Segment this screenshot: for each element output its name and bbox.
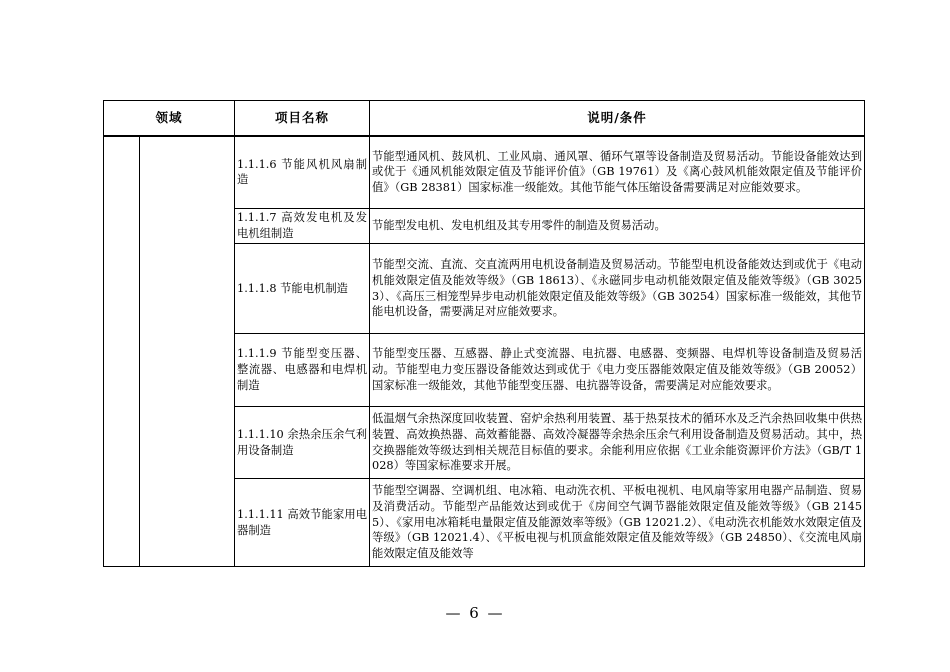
- table-body: [104, 136, 865, 567]
- description-cell: 节能型交流、直流、交直流两用电机设备制造及贸易活动。节能型电机设备能效达到或优于《电动机能效限定值及能效等级》（GB 18613）、《永磁同步电动机能效限定值及能效等级》（GB 30253）、《高压三相笼型异步电动机能效限定值及能效等级》（GB 30254）国家标准一级能效，其他节能电机设备，需要满足对应能效要求。: [370, 244, 865, 334]
- page-number: — 6 —: [445, 604, 505, 622]
- description-cell: 节能型发电机、发电机组及其专用零件的制造及贸易活动。: [370, 209, 865, 244]
- project-name-cell: 1.1.1.11 高效节能家用电器制造: [235, 479, 370, 567]
- project-name-cell: 1.1.1.8 节能电机制造: [235, 244, 370, 334]
- description-cell: 节能型空调器、空调机组、电冰箱、电动洗衣机、平板电视机、电风扇等家用电器产品制造、贸易及消费活动。节能型产品能效达到或优于《房间空气调节器能效限定值及能效等级》（GB 21455）、《家用电冰箱耗电量限定值及能源效率等级》（GB 12021.2）、《电动洗衣机能效水效限定值及等级》（GB 12021.4）、《平板电视与机顶盒能效限定值及能效等级》（GB 24850）、《交流电风扇能效限定值及能效等: [370, 479, 865, 567]
- table-header: [104, 101, 865, 136]
- project-name-cell: 1.1.1.10 余热余压余气利用设备制造: [235, 407, 370, 479]
- description-cell: 节能型通风机、鼓风机、工业风扇、通风罩、循环气罩等设备制造及贸易活动。节能设备能效达到或优于《通风机能效限定值及节能评价值》（GB 19761）及《离心鼓风机能效限定值及节能评价值》（GB 28381）国家标准一级能效。其他节能气体压缩设备需要满足对应能效要求。: [370, 136, 865, 209]
- header-description: 说明/条件: [370, 101, 865, 136]
- domain-cell-secondary: [140, 136, 235, 567]
- description-cell: 节能型变压器、互感器、静止式变流器、电抗器、电感器、变频器、电焊机等设备制造及贸易活动。节能型电力变压器设备能效达到或优于《电力变压器能效限定值及能效等级》（GB 20052）国家标准一级能效，其他节能型变压器、电抗器等设备，需要满足对应能效要求。: [370, 334, 865, 407]
- domain-cell-primary: [104, 136, 140, 567]
- project-name-cell: 1.1.1.7 高效发电机及发电机组制造: [235, 209, 370, 244]
- header-project-name: 项目名称: [235, 101, 370, 136]
- description-cell: 低温烟气余热深度回收装置、窑炉余热利用装置、基于热泵技术的循环水及乏汽余热回收集中供热装置、高效换热器、高效蓄能器、高效冷凝器等余热余压余气利用设备制造及贸易活动。其中，热交换器能效等级达到相关规范目标值的要求。余能利用应依据《工业余能资源评价方法》（GB/T 1028）等国家标准要求开展。: [370, 407, 865, 479]
- project-name-cell: 1.1.1.6 节能风机风扇制造: [235, 136, 370, 209]
- table-row: [104, 136, 865, 209]
- project-name-cell: 1.1.1.9 节能型变压器、整流器、电感器和电焊机制造: [235, 334, 370, 407]
- header-domain: 领域: [104, 101, 235, 136]
- document-table: [103, 100, 865, 567]
